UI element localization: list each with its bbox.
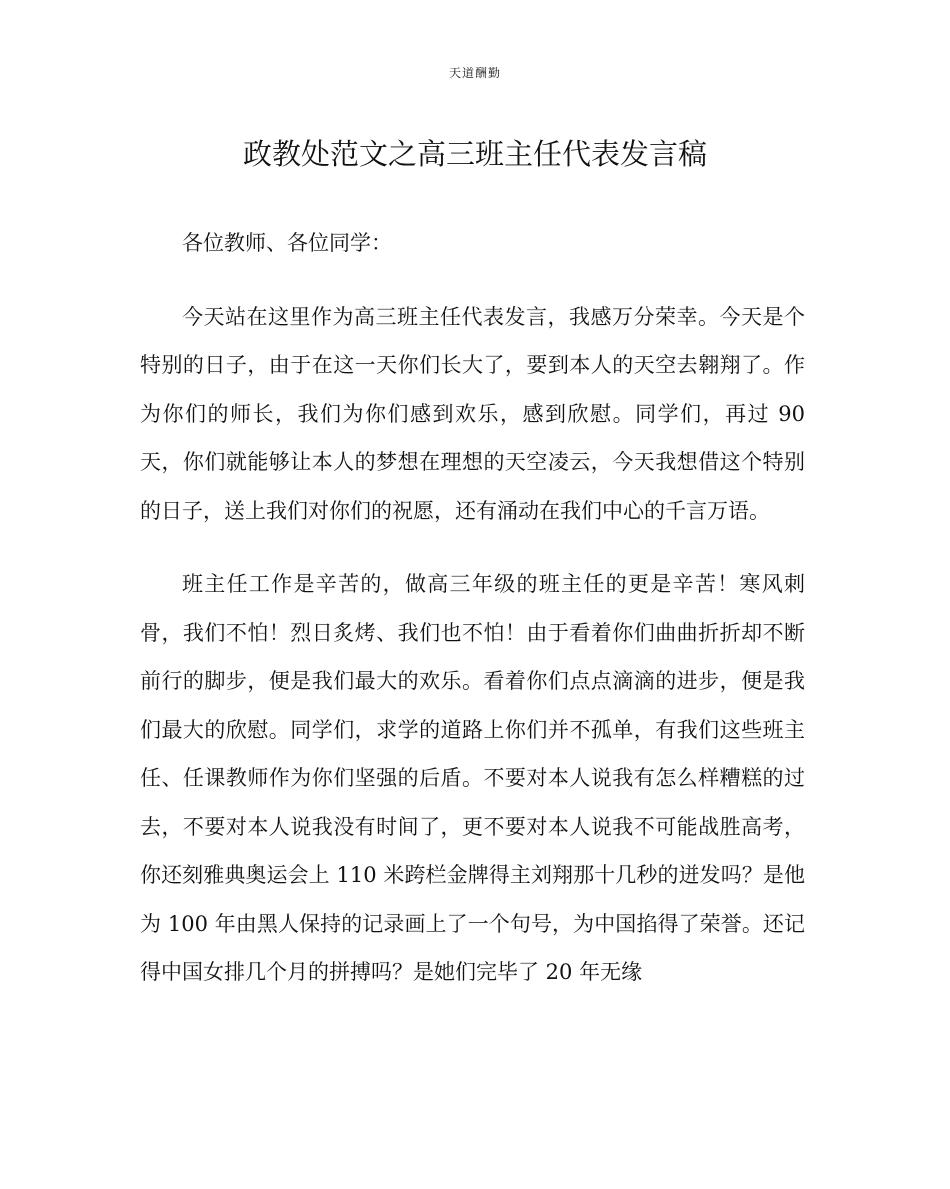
paragraph-2: 班主任工作是辛苦的，做高三年级的班主任的更是辛苦！寒风刺骨，我们不怕！烈日炙烤、我们也不怕！由于看着你们曲曲折折却不断前行的脚步，便是我们最大的欢乐。看着你们点点滴滴的进步，便是我们最大的欣慰。同学们，求学的道路上你们并不孤单，有我们这些班主任、任课教师作为你们坚强的后盾。不要对本人说我有怎么样糟糕的过去，不要对本人说我没有时间了，更不要对本人说我不可能战胜高考，你还刻雅典奥运会上 110 米跨栏金牌得主刘翔那十几秒的迸发吗？是他为 100 年由黑人保持的记录画上了一个句号，为中国掐得了荣誉。还记得中国女排几个月的拼搏吗？是她们完毕了 20 年无缘 [140, 572, 805, 984]
document-title: 政教处范文之高三班主任代表发言稿 [242, 137, 707, 171]
header-note: 天道酬勤 [448, 66, 501, 80]
document-body [140, 219, 805, 997]
greeting: 各位教师、各位同学： [182, 231, 392, 255]
paragraph-1: 今天站在这里作为高三班主任代表发言，我感万分荣幸。今天是个特别的日子，由于在这一天你们长大了，要到本人的天空去翱翔了。作为你们的师长，我们为你们感到欢乐，感到欣慰。同学们，再过 90 天，你们就能够让本人的梦想在理想的天空凌云，今天我想借这个特别的日子，送上我们对你们的祝愿，还有涌动在我们中心的千言万语。 [140, 304, 805, 523]
